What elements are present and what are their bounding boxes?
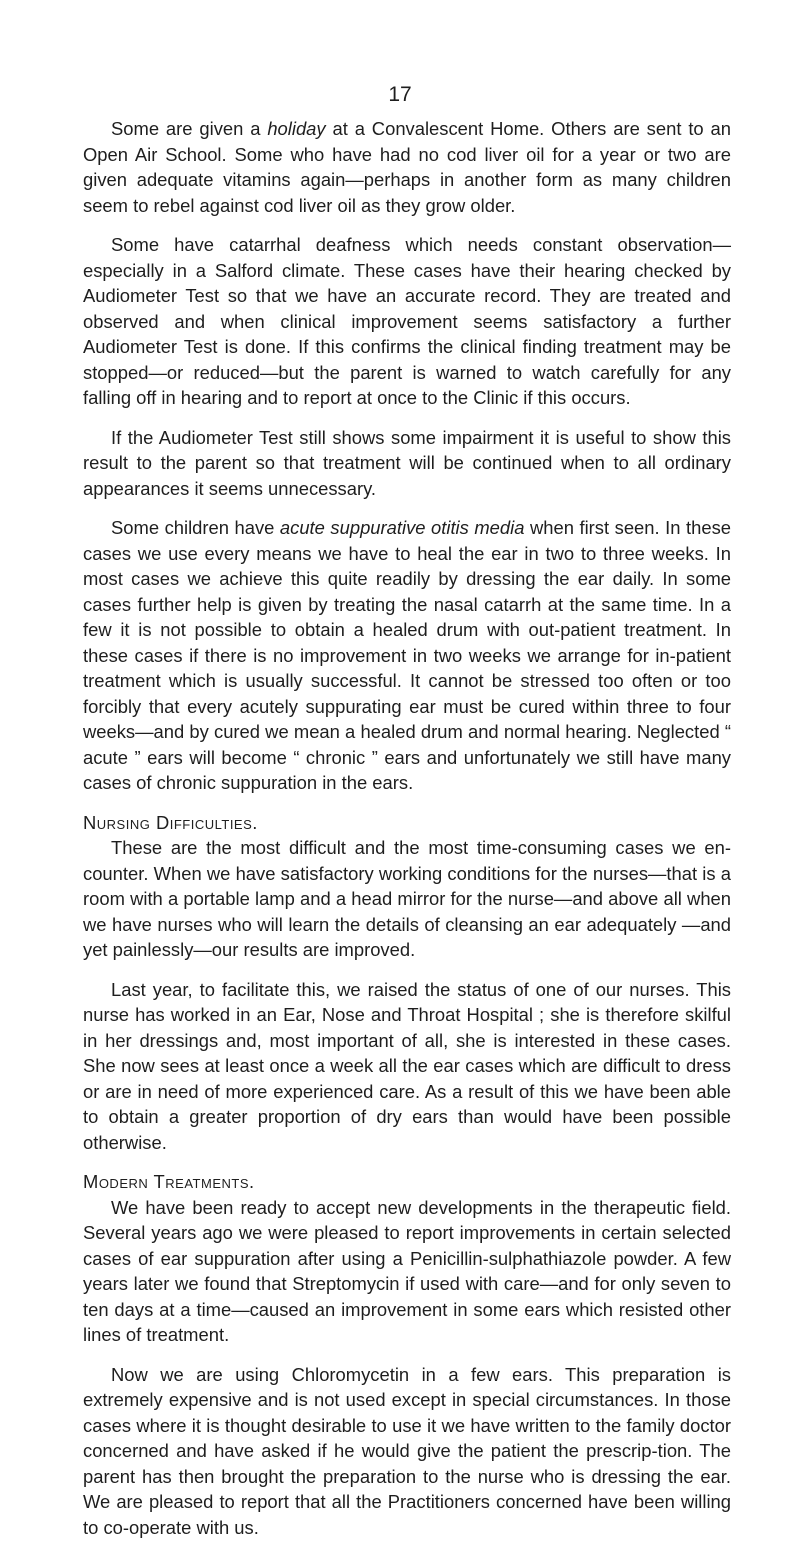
paragraph: We have been ready to accept new developments in the therapeutic field. Several years ago we were pleased to report improvements in certain selected cases of ear suppuration after using a Penicillin-sulphathiazole powder. A few years later we found that Streptomycin if used with care—and for only seven to ten days at a time—caused an improvement in some ears which resisted other lines of treatment.	[83, 1196, 731, 1345]
document-body	[83, 116, 731, 1554]
paragraph: Now we are using Chloromycetin in a few ears. This preparation is extremely expensive and is not used except in special circumstances. In those cases where it is thought desirable to use it we have written to the family doctor concerned and have asked if he would give the patient the prescrip-tion. The parent has then brought the preparation to the nurse who is dressing the ear. We are pleased to report that all the Practitioners concerned have been willing to co-operate with us.	[83, 1363, 731, 1538]
page-number: 17	[388, 83, 412, 106]
section-heading-modern-treatments: Modern Treatments.	[83, 1171, 255, 1192]
paragraph: If the Audiometer Test still shows some impairment it is useful to show this result to the parent so that treatment will be continued when to all ordinary appearances it seems unnecessary.	[83, 426, 731, 499]
paragraph: Some have catarrhal deafness which needs constant observation—especially in a Salford climate. These cases have their hearing checked by Audiometer Test so that we have an accurate record. They are treated and observed and when clinical improvement seems satisfactory a further Audiometer Test is done. If this confirms the clinical finding treatment may be stopped—or reduced—but the parent is warned to watch carefully for any falling off in hearing and to report at once to the Clinic if this occurs.	[83, 234, 731, 408]
paragraph: Some are given a holiday at a Convalescent Home. Others are sent to an Open Air School. Some who have had no cod liver oil for a year or two are given adequate vitamins again—perhaps in another form as many children seem to rebel against cod liver oil as they grow older.	[83, 118, 731, 216]
paragraph: Last year, to facilitate this, we raised the status of one of our nurses. This nurse has worked in an Ear, Nose and Throat Hospital ; she is therefore skilful in her dressings and, most important of all, she is interested in these cases. She now sees at least once a week all the ear cases which are difficult to dress or are in need of more experienced care. As a result of this we have been able to obtain a greater proportion of dry ears than would have been possible otherwise.	[83, 978, 731, 1153]
paragraph: Some children have acute suppurative otitis media when first seen. In these cases we use every means we have to heal the ear in two to three weeks. In most cases we achieve this quite readily by dressing the ear daily. In some cases further help is given by treating the nasal catarrh at the same time. In a few it is not possible to obtain a healed drum with out-patient treatment. In these cases if there is no improvement in two weeks we arrange for in-patient treatment which is usually successful. It cannot be stressed too often or too forcibly that every acutely suppurating ear must be cured within three to four weeks—and by cured we mean a healed drum and normal hearing. Neglected “ acute ” ears will become “ chronic ” ears and unfortunately we still have many cases of chronic suppuration in the ears.	[83, 517, 732, 793]
paragraph: These are the most difficult and the most time-consuming cases we en-counter. When we have satisfactory working conditions for the nurses—that is a room with a portable lamp and a head mirror for the nurse—and above all when we have nurses who will learn the details of cleansing an ear adequately —and yet painlessly—our results are improved.	[83, 837, 731, 960]
section-heading-nursing-difficulties: Nursing Difficulties.	[83, 811, 258, 833]
